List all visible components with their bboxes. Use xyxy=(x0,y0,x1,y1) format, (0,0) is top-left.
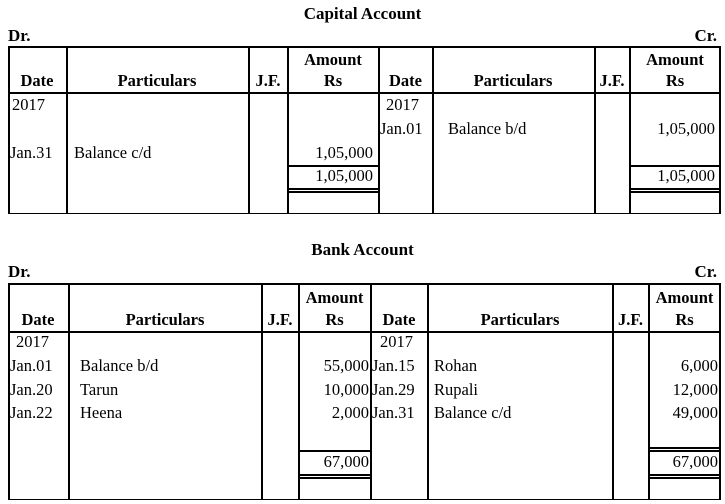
bank-cr-row-particulars: Rupali xyxy=(434,380,478,399)
bank-dr-amount-header: Amount xyxy=(305,288,364,307)
capital-dr-amount-unit: Rs xyxy=(323,71,343,90)
bank-cr-row-particulars: Balance c/d xyxy=(434,403,512,422)
bank-dr-label: Dr. xyxy=(8,262,31,281)
bank-cr-row-amount: 49,000 xyxy=(672,403,718,422)
bank-dr-amount-unit: Rs xyxy=(325,310,344,329)
bank-dr-row-particulars: Heena xyxy=(80,403,123,422)
bank-cr-particulars-header: Particulars xyxy=(480,310,560,329)
capital-cr-date-header: Date xyxy=(389,71,422,90)
bank-dr-row-amount: 10,000 xyxy=(323,380,369,399)
bank-account-table xyxy=(8,283,721,500)
bank-cr-jf-header: J.F. xyxy=(617,310,644,329)
bank-cr-row-amount: 12,000 xyxy=(672,380,718,399)
bank-cr-amount-header: Amount xyxy=(655,288,714,307)
capital-cr-total: 1,05,000 xyxy=(657,166,715,185)
capital-cr-row-particulars: Balance b/d xyxy=(448,119,527,138)
capital-cr-amount-header: Amount xyxy=(646,50,704,69)
bank-cr-row-date: Jan.31 xyxy=(372,403,415,422)
capital-account-title: Capital Account xyxy=(303,4,422,23)
capital-cr-row-amount: 1,05,000 xyxy=(657,119,715,138)
capital-cr-jf-header: J.F. xyxy=(599,71,625,90)
capital-dr-year: 2017 xyxy=(12,95,45,114)
bank-cr-label: Cr. xyxy=(694,262,717,281)
bank-cr-date-header: Date xyxy=(382,310,416,329)
bank-dr-row-date: Jan.01 xyxy=(10,356,53,375)
bank-dr-particulars-header: Particulars xyxy=(125,310,205,329)
bank-dr-row-particulars: Tarun xyxy=(80,380,119,399)
capital-account-table xyxy=(8,46,721,214)
bank-dr-jf-header: J.F. xyxy=(267,310,293,329)
bank-cr-row-particulars: Rohan xyxy=(434,356,478,375)
bank-dr-row-amount: 2,000 xyxy=(331,403,369,422)
bank-account-title: Bank Account xyxy=(311,240,414,259)
bank-cr-year: 2017 xyxy=(380,332,413,351)
capital-dr-total: 1,05,000 xyxy=(315,166,373,185)
capital-dr-row-particulars: Balance c/d xyxy=(74,143,152,162)
bank-cr-row-amount: 6,000 xyxy=(680,356,718,375)
capital-dr-row-date: Jan.31 xyxy=(10,143,53,162)
bank-dr-row-date: Jan.22 xyxy=(10,403,53,422)
bank-dr-date-header: Date xyxy=(21,310,55,329)
capital-dr-jf-header: J.F. xyxy=(255,71,281,90)
bank-dr-row-amount: 55,000 xyxy=(323,356,369,375)
bank-cr-amount-unit: Rs xyxy=(675,310,694,329)
bank-dr-row-particulars: Balance b/d xyxy=(80,356,159,375)
capital-dr-row-amount: 1,05,000 xyxy=(315,143,373,162)
bank-cr-row-date: Jan.29 xyxy=(372,380,415,399)
capital-cr-year: 2017 xyxy=(386,95,419,114)
capital-dr-particulars-header: Particulars xyxy=(117,71,197,90)
capital-cr-row-date: Jan.01 xyxy=(380,119,423,138)
bank-dr-total: 67,000 xyxy=(323,452,369,471)
capital-dr-label: Dr. xyxy=(8,26,31,45)
bank-dr-year: 2017 xyxy=(16,332,49,351)
capital-cr-label: Cr. xyxy=(694,26,717,45)
bank-cr-total: 67,000 xyxy=(672,452,718,471)
capital-cr-particulars-header: Particulars xyxy=(473,71,553,90)
capital-dr-date-header: Date xyxy=(20,71,54,90)
capital-dr-amount-header: Amount xyxy=(304,50,362,69)
bank-cr-row-date: Jan.15 xyxy=(372,356,415,375)
capital-cr-amount-unit: Rs xyxy=(665,71,685,90)
bank-dr-row-date: Jan.20 xyxy=(10,380,53,399)
